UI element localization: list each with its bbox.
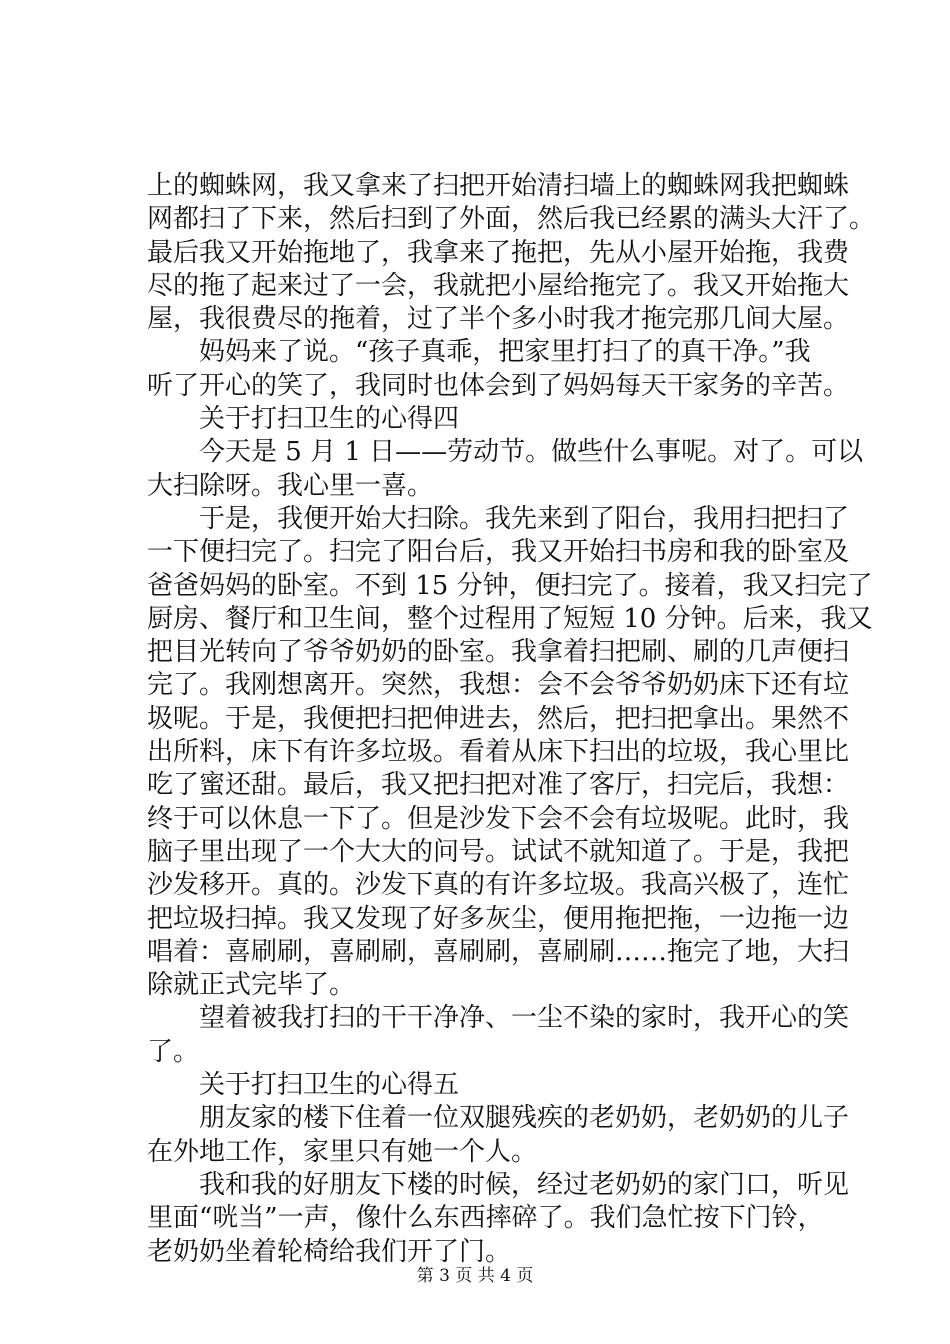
text-line: 沙发移开。真的。沙发下真的有许多垃圾。我高兴极了，连忙 (147, 870, 850, 901)
section-heading: 关于打扫卫生的心得四 (147, 404, 460, 435)
text-line: 一下便扫完了。扫完了阳台后，我又开始扫书房和我的卧室及 (147, 537, 850, 568)
text-line: 我和我的好朋友下楼的时候，经过老奶奶的家门口，听见 (147, 1169, 850, 1200)
text-line: 尽的拖了起来过了一会，我就把小屋给拖完了。我又开始拖大 (147, 270, 850, 301)
text-line: 把目光转向了爷爷奶奶的卧室。我拿着扫把刷、刷的几声便扫 (147, 637, 850, 668)
text-line: 屋，我很费尽的拖着，过了半个多小时我才拖完那几间大屋。 (147, 304, 850, 335)
text-line: 厨房、餐厅和卫生间，整个过程用了短短 10 分钟。后来，我又 (147, 603, 873, 634)
text-line: 于是，我便开始大扫除。我先来到了阳台，我用扫把扫了 (147, 503, 850, 534)
text-line: 把垃圾扫掉。我又发现了好多灰尘，便用拖把拖，一边拖一边 (147, 903, 850, 934)
text-line: 望着被我打扫的干干净净、一尘不染的家时，我开心的笑 (147, 1003, 850, 1034)
text-line: 除就正式完毕了。 (147, 970, 356, 1001)
text-line: 大扫除呀。我心里一喜。 (147, 470, 434, 501)
text-line: 听了开心的笑了，我同时也体会到了妈妈每天干家务的辛苦。 (147, 370, 850, 401)
text-line: 朋友家的楼下住着一位双腿残疾的老奶奶，老奶奶的儿子 (147, 1103, 850, 1134)
text-line: 了。 (147, 1036, 200, 1067)
text-line: 唱着：喜刷刷，喜刷刷，喜刷刷，喜刷刷……拖完了地，大扫 (147, 936, 850, 967)
text-line: 今天是 5 月 1 日——劳动节。做些什么事呢。对了。可以 (147, 437, 864, 468)
text-line: 完了。我刚想离开。突然，我想：会不会爷爷奶奶床下还有垃 (147, 670, 850, 701)
text-line: 妈妈来了说。“孩子真乖，把家里打扫了的真干净。”我 (147, 337, 811, 368)
text-line: 里面“咣当”一声，像什么东西摔碎了。我们急忙按下门铃， (147, 1203, 824, 1234)
text-line: 在外地工作，家里只有她一个人。 (147, 1136, 538, 1167)
body-text (147, 170, 876, 1269)
text-line: 吃了蜜还甜。最后，我又把扫把对准了客厅，扫完后，我想： (147, 770, 850, 801)
text-line: 老奶奶坐着轮椅给我们开了门。 (147, 1236, 512, 1267)
text-line: 爸爸妈妈的卧室。不到 15 分钟，便扫完了。接着，我又扫完了 (147, 570, 873, 601)
text-line: 网都扫了下来，然后扫到了外面，然后我已经累的满头大汗了。 (147, 204, 876, 235)
text-line: 上的蜘蛛网，我又拿来了扫把开始清扫墙上的蜘蛛网我把蜘蛛 (147, 171, 850, 201)
text-line: 出所料，床下有许多垃圾。看着从床下扫出的垃圾，我心里比 (147, 737, 850, 768)
section-heading: 关于打扫卫生的心得五 (147, 1070, 460, 1101)
text-line: 脑子里出现了一个大大的问号。试试不就知道了。于是，我把 (147, 836, 850, 867)
text-line: 终于可以休息一下了。但是沙发下会不会有垃圾呢。此时，我 (147, 803, 850, 834)
text-line: 圾呢。于是，我便把扫把伸进去，然后，把扫把拿出。果然不 (147, 703, 850, 734)
page-number-footer: 第 3 页 共 4 页 (416, 1266, 534, 1286)
text-line: 最后我又开始拖地了，我拿来了拖把，先从小屋开始拖，我费 (147, 237, 850, 268)
